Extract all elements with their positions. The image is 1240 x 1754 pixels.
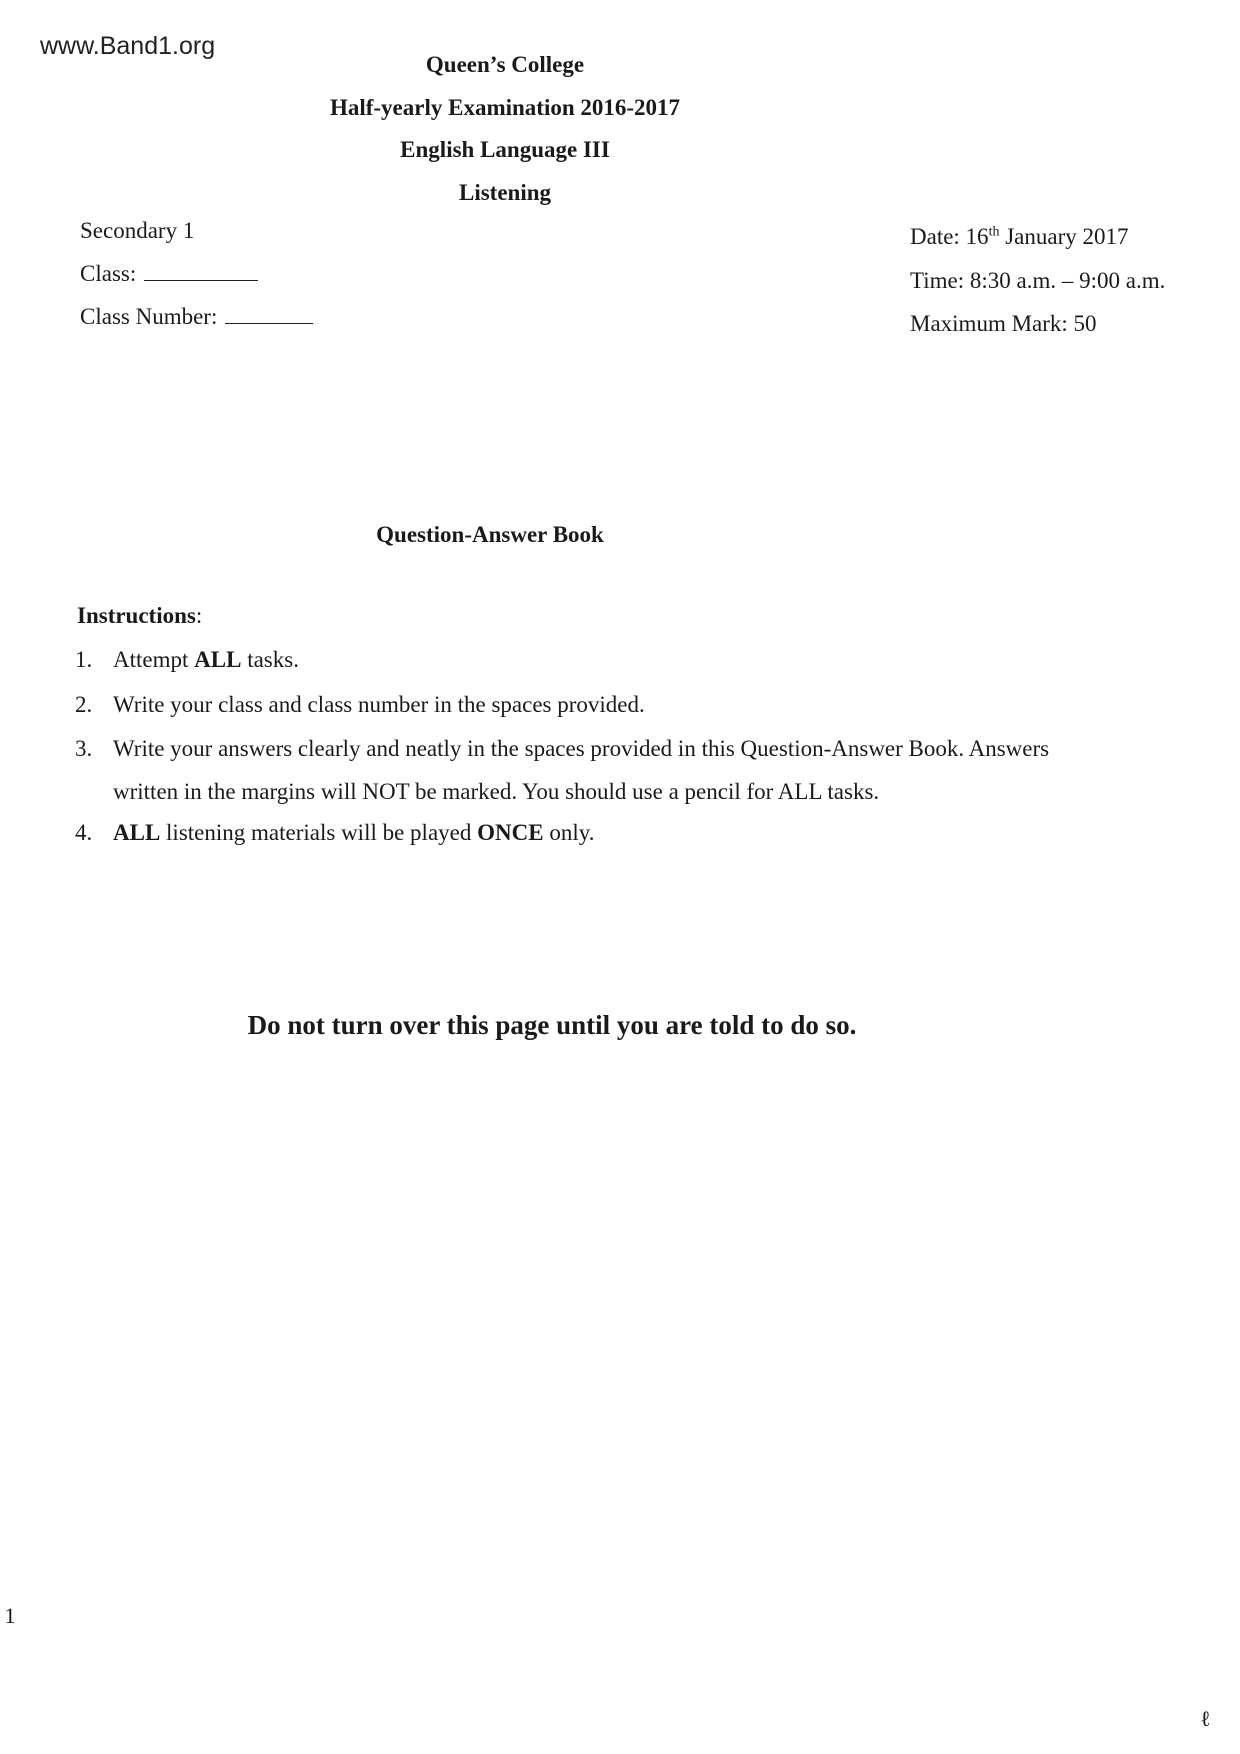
instruction-text: Write your answers clearly and neatly in the spaces provided in this Question-Answer Book. Answers <box>113 736 1050 761</box>
school-name: Queen’s College <box>425 52 585 77</box>
instruction-text: tasks. <box>241 647 299 672</box>
date-label: Date: 16 <box>910 224 989 249</box>
maximum-mark: Maximum Mark: 50 <box>910 311 1097 336</box>
class-label: Class: <box>80 261 137 286</box>
subject-title: English Language III <box>400 137 610 162</box>
instruction-number: 2. <box>75 692 93 717</box>
exam-title: Half-yearly Examination 2016-2017 <box>329 95 681 120</box>
instruction-text: Attempt <box>113 647 195 672</box>
book-title: Question-Answer Book <box>376 522 604 547</box>
instruction-text: Write your class and class number in the spaces provided. <box>113 692 645 717</box>
instruction-emphasis: ALL <box>194 647 242 672</box>
page-number: 1 <box>4 1603 16 1628</box>
class-number-label: Class Number: <box>80 304 218 329</box>
do-not-turn-warning: Do not turn over this page until you are told to do so. <box>247 1010 857 1040</box>
instruction-text: listening materials will be played <box>160 820 478 845</box>
date-rest: January 2017 <box>999 224 1129 249</box>
instruction-emphasis: ALL <box>113 820 161 845</box>
exam-time: Time: 8:30 a.m. – 9:00 a.m. <box>910 268 1166 293</box>
instructions-heading: Instructions: <box>77 603 203 628</box>
instruction-emphasis: ONCE <box>477 820 544 845</box>
class-blank[interactable] <box>144 279 258 281</box>
instruction-number: 4. <box>75 820 93 845</box>
instruction-item-1 <box>75 647 1155 673</box>
stray-mark: ℓ <box>1200 1706 1211 1731</box>
level-text: Secondary 1 <box>80 218 195 243</box>
class-field <box>80 261 258 287</box>
instruction-item-3-continued: written in the margins will NOT be marked. You should use a pencil for ALL tasks. <box>113 779 880 804</box>
instruction-item-2 <box>75 692 1155 718</box>
instruction-item-4 <box>75 820 1155 846</box>
watermark-text: www.Band1.org <box>40 32 216 60</box>
instruction-item-3 <box>75 736 1155 762</box>
paper-title: Listening <box>458 180 552 205</box>
instruction-text: only. <box>543 820 595 845</box>
exam-date <box>910 224 1128 250</box>
instruction-number: 1. <box>75 647 93 672</box>
class-number-field <box>80 304 313 330</box>
class-number-blank[interactable] <box>225 322 313 324</box>
instruction-number: 3. <box>75 736 93 761</box>
date-suffix: th <box>988 224 1000 240</box>
instructions-title: Instructions <box>77 603 196 628</box>
